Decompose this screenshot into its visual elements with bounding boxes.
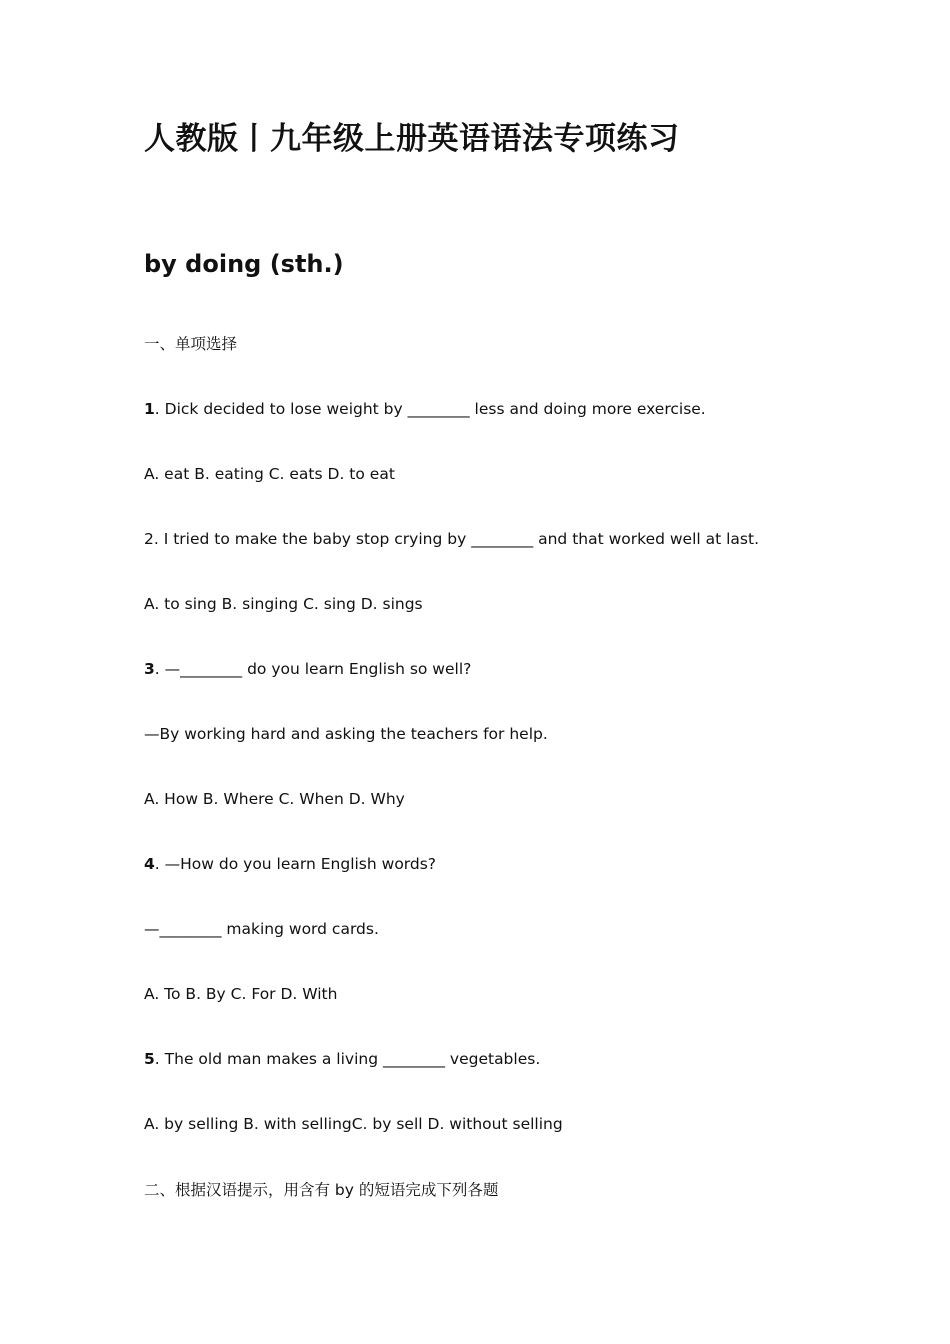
question-4-answer: —________ making word cards.	[144, 920, 379, 938]
question-3-answer: —By working hard and asking the teachers for help.	[144, 725, 548, 743]
question-5-options: A. by selling B. with sellingC. by sell D. without selling	[144, 1115, 563, 1133]
question-3-options: A. How B. Where C. When D. Why	[144, 790, 405, 808]
question-text: . —________ do you learn English so well?	[154, 660, 472, 678]
question-text: . The old man makes a living ________ vegetables.	[154, 1050, 541, 1068]
question-5	[144, 1048, 540, 1070]
section-heading-1: 一、单项选择	[144, 335, 238, 353]
document-subtitle: by doing (sth.)	[144, 250, 344, 278]
question-1	[144, 398, 706, 420]
question-4	[144, 853, 436, 875]
question-2: 2. I tried to make the baby stop crying by ________ and that worked well at last.	[144, 530, 760, 548]
question-1-options: A. eat B. eating C. eats D. to eat	[144, 465, 395, 483]
question-text: . Dick decided to lose weight by ________ less and doing more exercise.	[154, 400, 706, 418]
question-number: 1	[144, 400, 155, 418]
document-title: 人教版丨九年级上册英语语法专项练习	[144, 121, 680, 157]
question-number: 4	[144, 855, 155, 873]
question-number: 3	[144, 660, 155, 678]
question-2-options: A. to sing B. singing C. sing D. sings	[144, 595, 423, 613]
section-heading-2: 二、根据汉语提示，用含有 by 的短语完成下列各题	[144, 1181, 499, 1199]
question-text: . —How do you learn English words?	[154, 855, 437, 873]
question-4-options: A. To B. By C. For D. With	[144, 985, 338, 1003]
question-3	[144, 658, 471, 680]
question-number: 5	[144, 1050, 155, 1068]
